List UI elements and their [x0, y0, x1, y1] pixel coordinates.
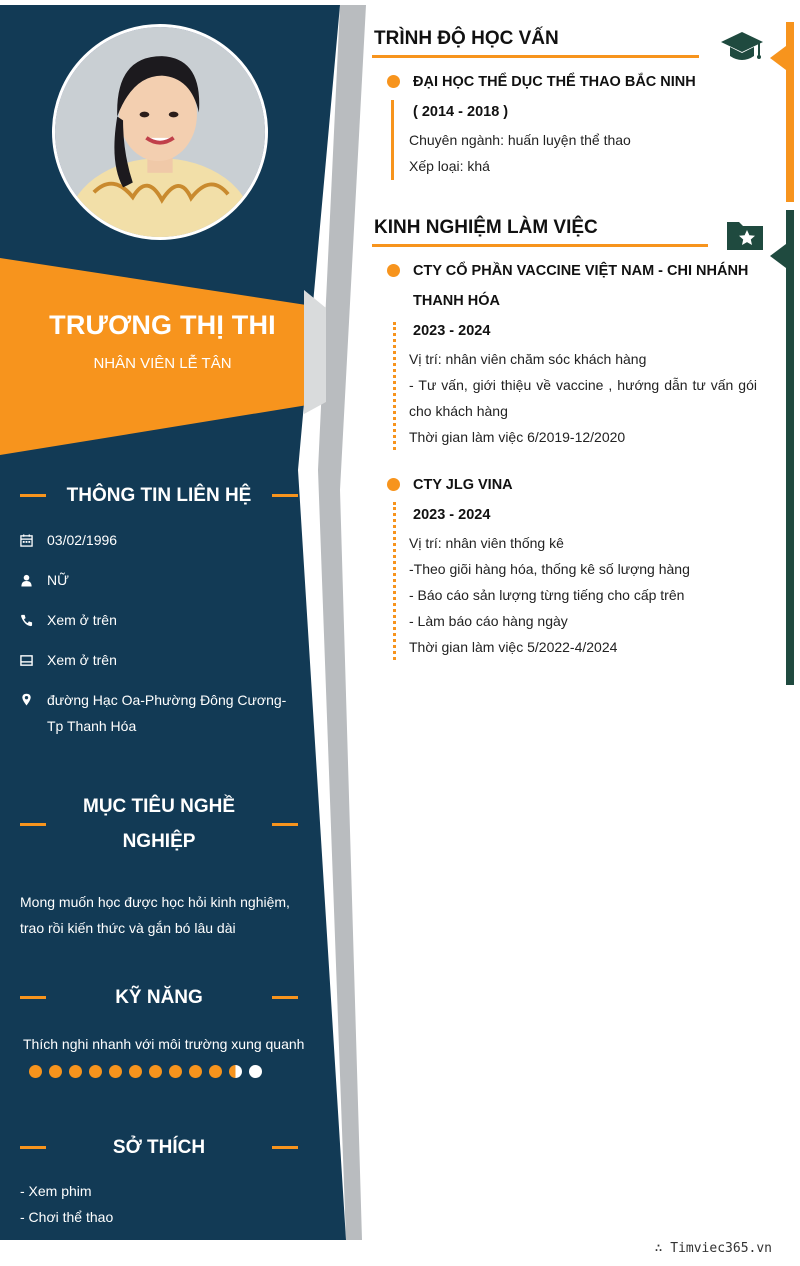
education-underline	[372, 55, 699, 58]
contact-address-row	[20, 687, 300, 739]
graduation-cap-icon	[720, 30, 764, 69]
job-period: 2023 - 2024	[413, 323, 491, 339]
contact-birthday: 03/02/1996	[47, 532, 118, 548]
title-bar-left	[20, 494, 46, 497]
hobby-item: - Xem phim	[20, 1183, 92, 1199]
education-title: TRÌNH ĐỘ HỌC VẤN	[374, 28, 559, 49]
skill-dot	[89, 1065, 102, 1078]
footer-brand[interactable]	[655, 1241, 772, 1256]
skill-dot	[229, 1065, 242, 1078]
objective-section-header	[20, 789, 298, 859]
education-timeline	[391, 100, 394, 180]
job-detail-line: Thời gian làm việc 5/2022-4/2024	[409, 639, 618, 655]
skill-dot	[49, 1065, 62, 1078]
phone-icon	[20, 607, 47, 633]
job-timeline	[393, 322, 396, 450]
hobby-item: - Chơi thể thao	[20, 1209, 114, 1225]
title-bar-right	[272, 1146, 298, 1149]
job-period: 2023 - 2024	[413, 507, 491, 523]
job-bullet	[387, 264, 400, 277]
brand-dots-icon: ∴	[654, 1241, 671, 1256]
job-company-cont: THANH HÓA	[413, 293, 500, 309]
contact-address: đường Hạc Oa-Phường Đông Cương-Tp Thanh Hóa	[47, 692, 287, 734]
job-detail-line: -Theo giõi hàng hóa, thống kê số lượng hàng	[409, 561, 690, 577]
avatar-illustration	[55, 27, 265, 237]
skill-dot	[189, 1065, 202, 1078]
skill-dot	[69, 1065, 82, 1078]
contact-title: THÔNG TIN LIÊN HỆ	[66, 485, 252, 506]
education-period: ( 2014 - 2018 )	[413, 104, 509, 120]
contact-phone-row	[20, 607, 300, 633]
job-detail-line: Vị trí: nhân viên chăm sóc khách hàng	[409, 351, 647, 367]
title-bar-left	[20, 823, 46, 826]
person-icon	[20, 567, 47, 593]
objective-title: MỤC TIÊU NGHỀ NGHIỆP	[83, 796, 235, 852]
skills-section-header	[20, 980, 298, 1015]
skill-dot	[209, 1065, 222, 1078]
job-detail-line: - Làm báo cáo hàng ngày	[409, 613, 568, 629]
skill-dot	[129, 1065, 142, 1078]
name-block	[0, 310, 325, 372]
title-bar-right	[272, 494, 298, 497]
skill-dot	[109, 1065, 122, 1078]
map-pin-icon	[20, 687, 47, 713]
education-bullet	[387, 75, 400, 88]
title-bar-right	[272, 823, 298, 826]
education-major: Chuyên ngành: huấn luyện thể thao	[409, 132, 631, 148]
contact-email-row	[20, 647, 300, 673]
contact-gender: NỮ	[47, 572, 70, 588]
skill-rating-dots	[29, 1065, 262, 1078]
skill-dot	[249, 1065, 262, 1078]
contact-section-header	[20, 478, 298, 513]
experience-underline	[372, 244, 708, 247]
job-company: CTY JLG VINA	[413, 477, 513, 493]
job-detail-line: - Tư vấn, giới thiệu về vaccine , hướng dẫn tư vấn gói cho khách hàng	[409, 377, 757, 419]
skill-dot	[169, 1065, 182, 1078]
objective-text: Mong muốn học được học hỏi kinh nghiệm, trao rồi kiến thức và gắn bó lâu dài	[20, 894, 290, 936]
candidate-job-title: NHÂN VIÊN LỄ TÂN	[93, 355, 232, 372]
job-company: CTY CỔ PHẦN VACCINE VIỆT NAM - CHI NHÁNH	[413, 263, 749, 279]
hobbies-title: SỞ THÍCH	[112, 1137, 206, 1158]
skill-name: Thích nghi nhanh với môi trường xung quanh	[23, 1036, 305, 1052]
contact-birthday-row	[20, 527, 300, 553]
education-rank: Xếp loại: khá	[409, 158, 490, 174]
skill-dot	[29, 1065, 42, 1078]
contact-gender-row	[20, 567, 300, 593]
folder-star-icon	[725, 218, 765, 257]
experience-title: KINH NGHIỆM LÀM VIỆC	[374, 217, 598, 238]
candidate-name: TRƯƠNG THỊ THI	[49, 310, 276, 340]
envelope-icon	[20, 647, 47, 673]
title-bar-right	[272, 996, 298, 999]
skills-title: KỸ NĂNG	[115, 987, 203, 1008]
job-detail-line: Thời gian làm việc 6/2019-12/2020	[409, 429, 626, 445]
title-bar-left	[20, 996, 46, 999]
footer-brand-text: Timviec365.vn	[670, 1241, 772, 1256]
title-bar-left	[20, 1146, 46, 1149]
calendar-icon	[20, 527, 47, 553]
job-detail-line: Vị trí: nhân viên thống kê	[409, 535, 564, 551]
job-detail-line: - Báo cáo sản lượng từng tiếng cho cấp trên	[409, 587, 685, 603]
education-school: ĐẠI HỌC THỂ DỤC THỂ THAO BẮC NINH	[413, 74, 696, 90]
contact-phone: Xem ở trên	[47, 612, 117, 628]
skill-dot	[149, 1065, 162, 1078]
hobbies-section-header	[20, 1130, 298, 1165]
job-timeline	[393, 502, 396, 660]
job-bullet	[387, 478, 400, 491]
avatar	[52, 24, 268, 240]
contact-email: Xem ở trên	[47, 652, 117, 668]
